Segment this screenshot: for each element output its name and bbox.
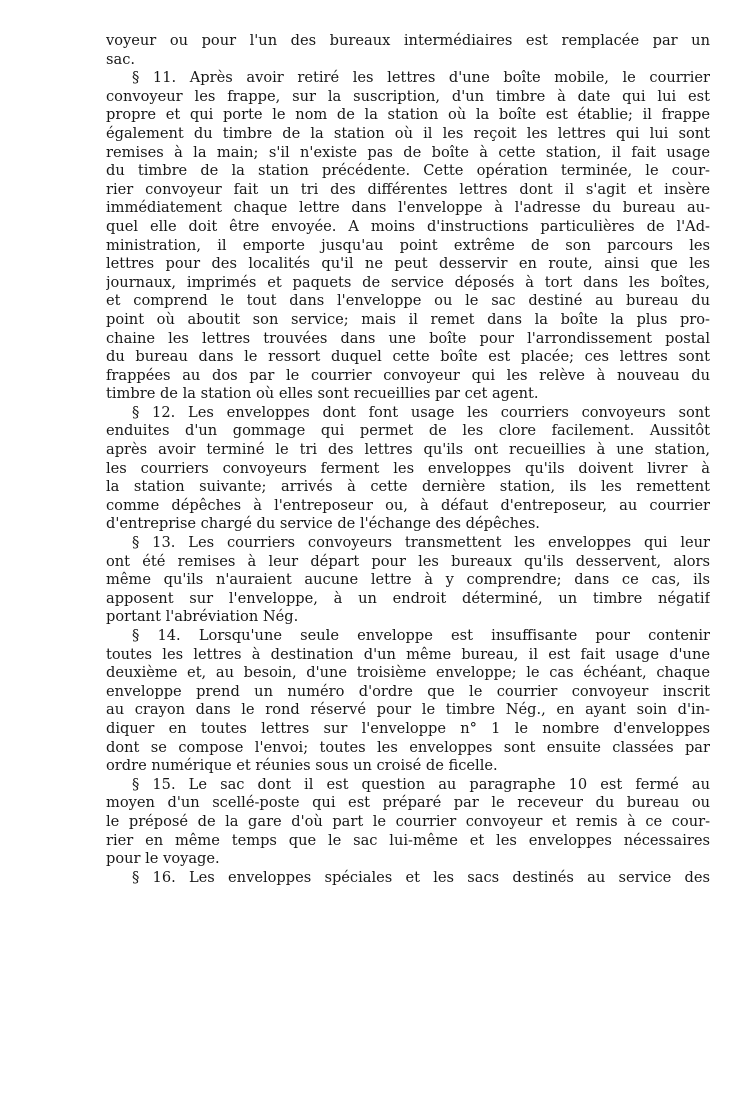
text-line: toutes les lettres à destination d'un même bureau, il est fait usage d'une [106, 645, 710, 663]
text-line: § 15. Le sac dont il est question au paragraphe 10 est fermé au [132, 775, 710, 793]
text-line: chaine les lettres trouvées dans une boîte pour l'arrondissement postal [106, 329, 710, 347]
text-line: voyeur ou pour l'un des bureaux intermédiaires est remplacée par un [106, 32, 710, 49]
text-line: du bureau dans le ressort duquel cette boîte est placée; ces lettres sont [106, 348, 710, 366]
text-line: la station suivante; arrivés à cette dernière station, ils les remettent [106, 478, 710, 496]
text-line: pour le voyage. [106, 850, 220, 868]
text-line: au crayon dans le rond réservé pour le timbre Nég., en ayant soin d'in- [106, 701, 710, 719]
text-line: et comprend le tout dans l'enveloppe ou le sac destiné au bureau du [106, 292, 710, 310]
text-line: § 14. Lorsqu'une seule enveloppe est insuffisante pour contenir [132, 627, 710, 644]
text-line: enveloppe prend un numéro d'ordre que le courrier convoyeur inscrit [106, 682, 710, 700]
text-line: remises à la main; s'il n'existe pas de boîte à cette station, il fait usage [106, 143, 710, 161]
paragraph-p11 [106, 69, 710, 404]
text-line: deuxième et, au besoin, d'une troisième enveloppe; le cas échéant, chaque [106, 664, 710, 682]
text-line: § 13. Les courriers convoyeurs transmettent les enveloppes qui leur [132, 534, 710, 552]
text-line: § 11. Après avoir retiré les lettres d'une boîte mobile, le courrier [132, 69, 710, 87]
text-line: § 16. Les enveloppes spéciales et les sacs destinés au service des [132, 868, 710, 886]
paragraph-p10-cont [106, 32, 710, 69]
text-line: apposent sur l'enveloppe, à un endroit déterminé, un timbre négatif [106, 589, 710, 607]
paragraph-p12 [106, 404, 710, 534]
text-line: sac. [106, 50, 136, 68]
text-line: ministration, il emporte jusqu'au point extrême de son parcours les [106, 236, 710, 254]
text-line: journaux, imprimés et paquets de service déposés à tort dans les boîtes, [106, 273, 710, 291]
paragraph-p13 [106, 534, 710, 627]
text-line: ordre numérique et réunies sous un croisé de ficelle. [106, 757, 498, 775]
text-line: portant l'abréviation Nég. [106, 608, 299, 626]
text-line: les courriers convoyeurs ferment les enveloppes qu'ils doivent livrer à [106, 459, 710, 477]
text-line: rier en même temps que le sac lui-même et les enveloppes nécessaires [106, 831, 710, 849]
text-line: lettres pour des localités qu'il ne peut desservir en route, ainsi que les [106, 255, 710, 273]
text-line: même qu'ils n'auraient aucune lettre à y comprendre; dans ce cas, ils [106, 571, 710, 589]
text-line: également du timbre de la station où il les reçoit les lettres qui lui sont [106, 124, 710, 142]
text-line: moyen d'un scellé-poste qui est préparé par le receveur du bureau ou [106, 794, 710, 812]
text-line: d'entreprise chargé du service de l'échange des dépêches. [106, 515, 540, 533]
text-line: du timbre de la station précédente. Cette opération terminée, le cour- [106, 162, 710, 180]
text-line: enduites d'un gommage qui permet de les clore facilement. Aussitôt [106, 422, 710, 440]
text-line: diquer en toutes lettres sur l'enveloppe n° 1 le nombre d'enveloppes [106, 719, 710, 737]
text-line: ont été remises à leur départ pour les bureaux qu'ils desservent, alors [106, 552, 710, 570]
text-line: convoyeur les frappe, sur la suscription, d'un timbre à date qui lui est [106, 87, 710, 105]
text-line: immédiatement chaque lettre dans l'enveloppe à l'adresse du bureau au- [106, 199, 710, 217]
text-line: après avoir terminé le tri des lettres qu'ils ont recueillies à une station, [106, 441, 710, 459]
text-line: comme dépêches à l'entreposeur ou, à défaut d'entreposeur, au courrier [106, 496, 710, 514]
paragraph-p14 [106, 627, 710, 776]
text-line: timbre de la station où elles sont recueillies par cet agent. [106, 385, 539, 403]
text-line: § 12. Les enveloppes dont font usage les courriers convoyeurs sont [132, 403, 710, 421]
text-line: point où aboutit son service; mais il remet dans la boîte la plus pro- [106, 310, 710, 328]
text-line: quel elle doit être envoyée. A moins d'instructions particulières de l'Ad- [106, 217, 710, 235]
text-line: dont se compose l'envoi; toutes les enveloppes sont ensuite classées par [106, 738, 710, 756]
text-line: rier convoyeur fait un tri des différentes lettres dont il s'agit et insère [106, 180, 710, 198]
text-line: frappées au dos par le courrier convoyeur qui les relève à nouveau du [106, 366, 710, 384]
paragraph-p16 [106, 869, 710, 888]
text-line: le préposé de la gare d'où part le courrier convoyeur et remis à ce cour- [106, 812, 710, 830]
paragraph-p15 [106, 776, 710, 869]
text-line: propre et qui porte le nom de la station où la boîte est établie; il frappe [106, 106, 710, 124]
